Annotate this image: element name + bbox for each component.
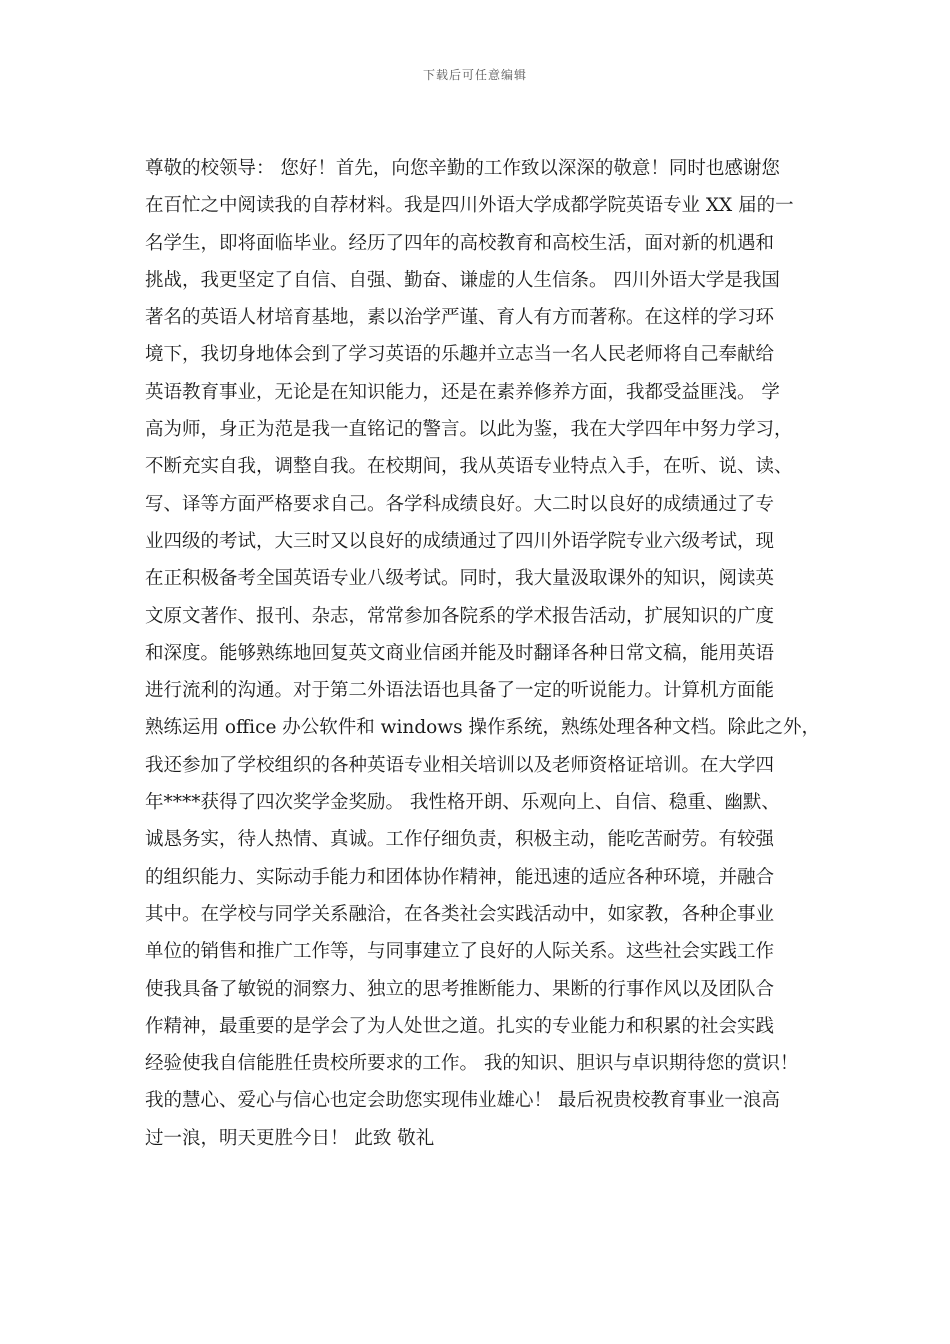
letter-line: 在百忙之中阅读我的自荐材料。我是四川外语大学成都学院英语专业 XX 届的一 <box>145 195 794 217</box>
header-note: 下载后可任意编辑 <box>422 68 527 82</box>
letter-body <box>145 150 825 1157</box>
letter-line: 在正积极备考全国英语专业八级考试。同时，我大量汲取课外的知识，阅读英 <box>145 568 775 590</box>
letter-line: 写、译等方面严格要求自己。各学科成绩良好。大二时以良好的成绩通过了专 <box>145 493 775 515</box>
letter-line: 年****获得了四次奖学金奖励。 我性格开朗、乐观向上、自信、稳重、幽默、 <box>145 792 780 814</box>
letter-line: 我的慧心、爱心与信心也定会助您实现伟业雄心！ 最后祝贵校教育事业一浪高 <box>145 1090 780 1112</box>
letter-line: 高为师，身正为范是我一直铭记的警言。以此为鉴，我在大学四年中努力学习， <box>145 419 793 441</box>
letter-line: 进行流利的沟通。对于第二外语法语也具备了一定的听说能力。计算机方面能 <box>145 680 775 702</box>
letter-line: 经验使我自信能胜任贵校所要求的工作。 我的知识、胆识与卓识期待您的赏识！ <box>145 1053 799 1075</box>
letter-line: 境下，我切身地体会到了学习英语的乐趣并立志当一名人民老师将自己奉献给 <box>145 344 775 366</box>
letter-line: 诚恳务实，待人热情、真诚。工作仔细负责，积极主动，能吃苦耐劳。有较强 <box>145 829 775 851</box>
letter-line: 单位的销售和推广工作等，与同事建立了良好的人际关系。这些社会实践工作 <box>145 941 775 963</box>
letter-line: 挑战，我更坚定了自信、自强、勤奋、谦虚的人生信条。 四川外语大学是我国 <box>145 269 780 291</box>
letter-line: 使我具备了敏锐的洞察力、独立的思考推断能力、果断的行事作风以及团队合 <box>145 978 775 1000</box>
letter-line: 不断充实自我，调整自我。在校期间，我从英语专业特点入手，在听、说、读、 <box>145 456 793 478</box>
letter-line: 业四级的考试，大三时又以良好的成绩通过了四川外语学院专业六级考试，现 <box>145 530 775 552</box>
letter-line: 尊敬的校领导： 您好！首先，向您辛勤的工作致以深深的敬意！同时也感谢您 <box>145 158 780 179</box>
letter-line: 其中。在学校与同学关系融洽，在各类社会实践活动中，如家教，各种企事业 <box>145 903 775 925</box>
letter-line: 我还参加了学校组织的各种英语专业相关培训以及老师资格证培训。在大学四 <box>145 754 775 776</box>
letter-line: 和深度。能够熟练地回复英文商业信函并能及时翻译各种日常文稿，能用英语 <box>145 642 775 664</box>
letter-line: 过一浪，明天更胜今日！ 此致 敬礼 <box>145 1127 435 1149</box>
letter-line: 熟练运用 office 办公软件和 windows 操作系统，熟练处理各种文档。除此之外， <box>145 717 821 739</box>
letter-line: 作精神，最重要的是学会了为人处世之道。扎实的专业能力和积累的社会实践 <box>145 1015 775 1037</box>
letter-line: 英语教育事业，无论是在知识能力，还是在素养修养方面，我都受益匪浅。 学 <box>145 381 780 403</box>
letter-line: 名学生，即将面临毕业。经历了四年的高校教育和高校生活，面对新的机遇和 <box>145 232 775 254</box>
letter-line: 文原文著作、报刊、杂志，常常参加各院系的学术报告活动，扩展知识的广度 <box>145 605 775 627</box>
letter-line: 的组织能力、实际动手能力和团体协作精神，能迅速的适应各种环境，并融合 <box>145 866 775 888</box>
letter-line: 著名的英语人材培育基地，素以治学严谨、育人有方而著称。在这样的学习环 <box>145 307 775 329</box>
